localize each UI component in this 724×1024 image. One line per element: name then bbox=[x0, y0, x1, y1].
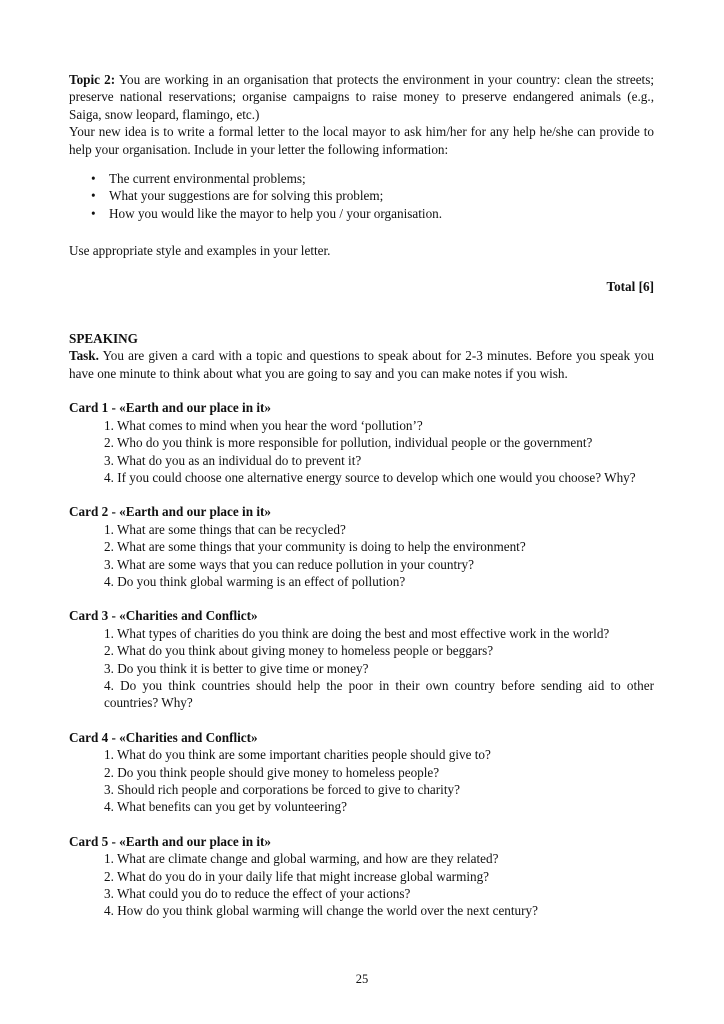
card-2 bbox=[69, 503, 654, 590]
speaking-heading: SPEAKING bbox=[69, 331, 138, 347]
card-5 bbox=[69, 833, 654, 920]
card-title: Card 1 - «Earth and our place in it» bbox=[69, 400, 271, 416]
topic2-label: Topic 2: bbox=[69, 72, 116, 87]
card-title: Card 2 - «Earth and our place in it» bbox=[69, 504, 271, 520]
card-question: 4. Do you think global warming is an effect of pollution? bbox=[104, 573, 406, 589]
bullet-icon: • bbox=[91, 171, 96, 187]
card-question: 2. Do you think people should give money to homeless people? bbox=[104, 764, 440, 780]
card-question: 3. Do you think it is better to give time or money? bbox=[104, 660, 369, 676]
card-question: 3. Should rich people and corporations be forced to give to charity? bbox=[104, 782, 460, 797]
bullet-item: • The current environmental problems; bbox=[91, 171, 306, 187]
card-question: 1. What are climate change and global warming, and how are they related? bbox=[104, 851, 499, 867]
card-question: 2. What do you think about giving money to homeless people or beggars? bbox=[104, 643, 494, 659]
page-number: 25 bbox=[355, 972, 369, 986]
card-title: Card 3 - «Charities and Conflict» bbox=[69, 608, 258, 624]
task-label: Task. bbox=[69, 348, 99, 364]
speaking-task bbox=[69, 347, 654, 382]
card-question: 3. What could you do to reduce the effect of your actions? bbox=[104, 886, 411, 902]
bullet-icon: • bbox=[91, 188, 96, 204]
card-question: 4. How do you think global warming will change the world over the next century? bbox=[104, 903, 538, 919]
card-question: 1. What types of charities do you think are doing the best and most effective work in the world? bbox=[104, 625, 610, 641]
card-title: Card 4 - «Charities and Conflict» bbox=[69, 729, 258, 745]
card-question: 3. What do you as an individual do to prevent it? bbox=[104, 452, 362, 468]
card-3 bbox=[69, 607, 654, 711]
card-title: Card 5 - «Earth and our place in it» bbox=[69, 833, 271, 849]
card-question: 1. What do you think are some important charities people should give to? bbox=[104, 747, 491, 763]
bullet-item: • How you would like the mayor to help you / your organisation. bbox=[91, 205, 443, 221]
bullet-icon: • bbox=[91, 205, 96, 221]
card-question: 4. Do you think countries should help the poor in their own country before sending aid to other countries? Why? bbox=[104, 677, 654, 711]
topic2-text: You are working in an organisation that protects the environment in your country: clean the streets; preserve national reservations; organise campaigns to raise money to preserve endangered animals (e.g., Saiga, snow leopard, flamingo, etc.) bbox=[69, 72, 655, 122]
card-1 bbox=[69, 399, 654, 486]
bullet-item: • What your suggestions are for solving this problem; bbox=[91, 188, 384, 204]
card-question: 2. What are some things that your community is doing to help the environment? bbox=[104, 539, 526, 555]
card-question: 4. What benefits can you get by volunteering? bbox=[104, 799, 347, 815]
topic2-bullet-list bbox=[69, 170, 654, 222]
card-question: 3. What are some ways that you can reduce pollution in your country? bbox=[104, 556, 474, 572]
card-question: 1. What are some things that can be recycled? bbox=[104, 521, 346, 537]
card-question: 2. Who do you think is more responsible for pollution, individual people or the government? bbox=[104, 435, 593, 451]
card-question: 2. What do you do in your daily life that might increase global warming? bbox=[104, 868, 490, 884]
card-4 bbox=[69, 729, 654, 816]
topic2-idea: Your new idea is to write a formal letter to the local mayor to ask him/her for any help he/she can provide to help your organisation. Include in your letter the following information: bbox=[69, 124, 654, 157]
card-question: 4. If you could choose one alternative energy source to develop which one would you choose? Why? bbox=[104, 469, 636, 485]
card-question: 1. What comes to mind when you hear the word ‘pollution’? bbox=[104, 417, 423, 433]
topic2-paragraph bbox=[69, 71, 654, 123]
task-text: You are given a card with a topic and questions to speak about for 2-3 minutes. Before you speak you have one minute to think about what you are going to say and you can make notes if you wish. bbox=[69, 348, 654, 381]
style-note: Use appropriate style and examples in your letter. bbox=[69, 243, 331, 259]
total-score: Total [6] bbox=[606, 278, 654, 294]
